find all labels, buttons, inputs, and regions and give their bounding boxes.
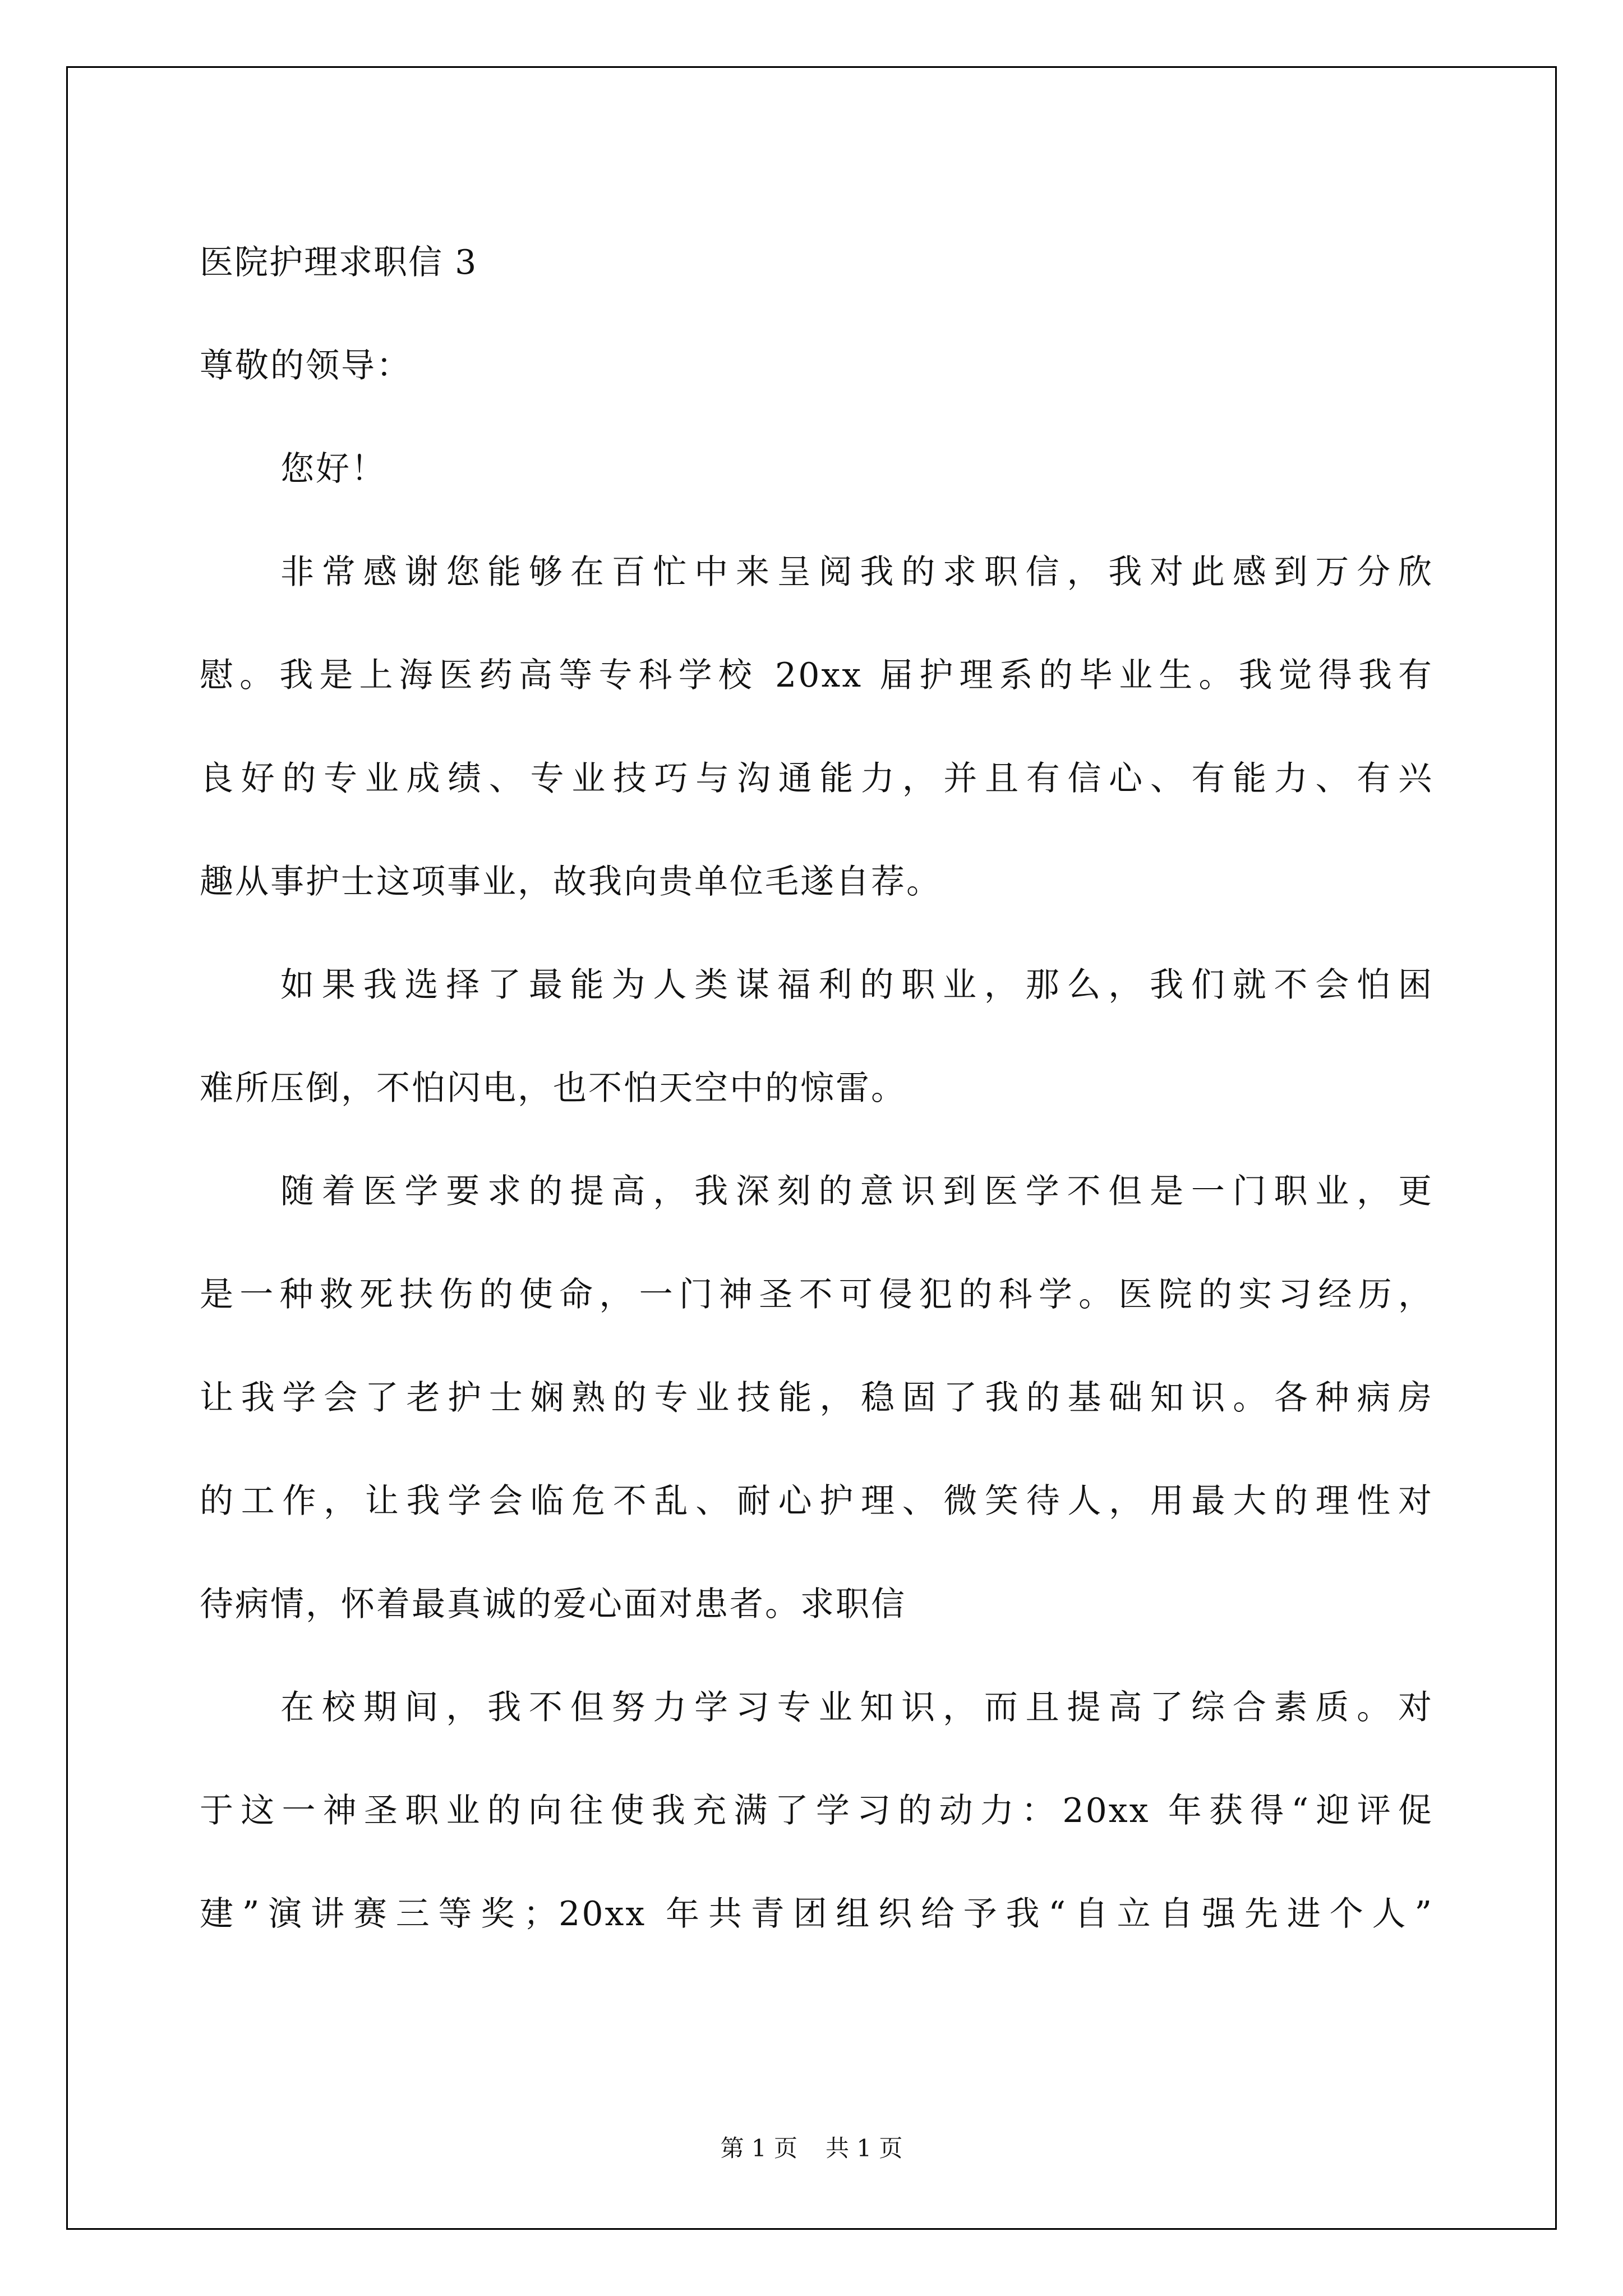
paragraph-line: 难所压倒，不怕闪电，也不怕天空中的惊雷。 [200, 1069, 906, 1108]
page-number: 第 1 页 [720, 2134, 797, 2162]
paragraph-line: 慰。我是上海医药高等专科学校 20xx 届护理系的毕业生。我觉得我有 [200, 656, 1433, 695]
paragraph-line: 于这一神圣职业的向往使我充满了学习的动力：20xx 年获得“迎评促 [200, 1791, 1433, 1830]
paragraph-line: 待病情，怀着最真诚的爱心面对患者。求职信 [200, 1585, 906, 1624]
paragraph-line: 如果我选择了最能为人类谋福利的职业，那么，我们就不会怕困 [280, 965, 1433, 1005]
paragraph-line: 的工作，让我学会临危不乱、耐心护理、微笑待人，用最大的理性对 [200, 1481, 1433, 1521]
salutation: 尊敬的领导： [200, 346, 412, 385]
page-footer [0, 2132, 1623, 2165]
greeting: 您好！ [280, 449, 386, 489]
paragraph-line: 让我学会了老护士娴熟的专业技能，稳固了我的基础知识。各种病房 [200, 1378, 1433, 1418]
paragraph-line: 建”演讲赛三等奖；20xx 年共青团组织给予我“自立自强先进个人” [200, 1894, 1433, 1934]
paragraph-line: 趣从事护士这项事业，故我向贵单位毛遂自荐。 [200, 862, 942, 901]
paragraph-line: 良好的专业成绩、专业技巧与沟通能力，并且有信心、有能力、有兴 [200, 759, 1433, 798]
page-total: 共 1 页 [826, 2134, 903, 2162]
letter-title: 医院护理求职信 3 [200, 243, 478, 282]
paragraph-line: 随着医学要求的提高，我深刻的意识到医学不但是一门职业，更 [280, 1172, 1433, 1211]
paragraph-line: 是一种救死扶伤的使命，一门神圣不可侵犯的科学。医院的实习经历， [200, 1275, 1433, 1314]
paragraph-line: 非常感谢您能够在百忙中来呈阅我的求职信，我对此感到万分欣 [280, 553, 1433, 592]
letter-body [200, 211, 1433, 1966]
paragraph-line: 在校期间，我不但努力学习专业知识，而且提高了综合素质。对 [280, 1688, 1433, 1727]
